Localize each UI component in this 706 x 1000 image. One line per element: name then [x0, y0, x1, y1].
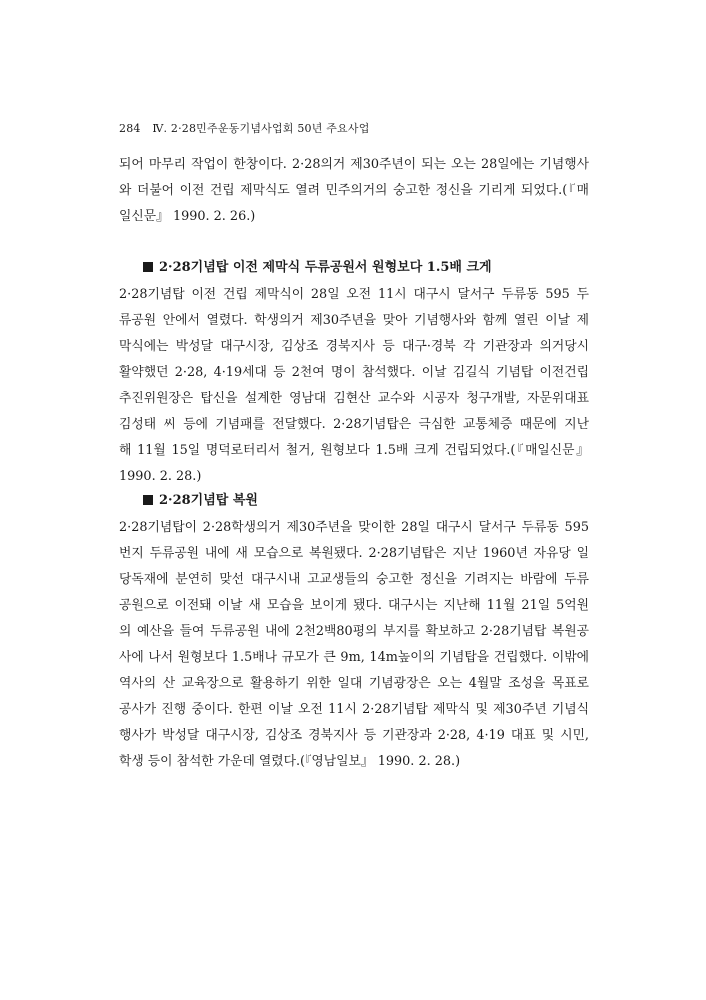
section-title: 2·28기념탑 복원 — [159, 493, 258, 508]
running-title: Ⅳ. 2·28민주운동기념사업회 50년 주요사업 — [152, 122, 370, 135]
body-line: 공사가 진행 중이다. 한편 이날 오전 11시 2·28기념탑 제막식 및 제30주년 기념식 — [119, 702, 589, 717]
body-line: 추진위원장은 탑신을 설계한 영남대 김현산 교수와 시공자 청구개발, 자문위대표 — [119, 391, 589, 406]
body-line: 2·28기념탑 이전 건립 제막식이 28일 오전 11시 대구시 달서구 두류동 595 두 — [119, 287, 589, 302]
body-line: 김성태 씨 등에 기념패를 전달했다. 2·28기념탑은 극심한 교통체증 때문에 지난 — [119, 417, 589, 432]
bullet-square-icon — [143, 262, 153, 272]
intro-line: 일신문』 1990. 2. 26.) — [119, 209, 256, 224]
body-line: 당독재에 분연히 맞선 대구시내 고교생들의 숭고한 정신을 기려지는 바람에 두류 — [119, 572, 589, 587]
running-header — [119, 120, 370, 136]
body-line: 학생 등이 참석한 가운데 열렸다.(『영남일보』 1990. 2. 28.) — [119, 754, 461, 769]
body-line: 번지 두류공원 내에 새 모습으로 복원됐다. 2·28기념탑은 지난 1960년 자유당 일 — [119, 546, 589, 561]
page-number: 284 — [119, 122, 141, 135]
body-line: 막식에는 박성달 대구시장, 김상조 경북지사 등 대구·경북 각 기관장과 의거당시 — [119, 339, 589, 354]
body-line: 행사가 박성달 대구시장, 김상조 경북지사 등 기관장과 2·28, 4·19 대표 및 시민, — [119, 728, 589, 743]
intro-line: 와 더불어 이전 건립 제막식도 열려 민주의거의 숭고한 정신을 기리게 되었다.(『매 — [119, 183, 589, 198]
body-line: 사에 나서 원형보다 1.5배나 규모가 큰 9m, 14m높이의 기념탑을 건립했다. 이밖에 — [119, 650, 589, 665]
intro-line: 되어 마무리 작업이 한창이다. 2·28의거 제30주년이 되는 오는 28일에는 기념행사 — [119, 157, 589, 172]
section-heading — [143, 260, 492, 276]
body-line: 공원으로 이전돼 이날 새 모습을 보이게 됐다. 대구시는 지난해 11월 21일 5억원 — [119, 598, 589, 613]
body-line: 2·28기념탑이 2·28학생의거 제30주년을 맞이한 28일 대구시 달서구 두류동 595 — [119, 520, 589, 535]
body-line: 류공원 안에서 열렸다. 학생의거 제30주년을 맞아 기념행사와 함께 열린 이날 제 — [119, 313, 589, 328]
bullet-square-icon — [143, 495, 153, 505]
body-line: 1990. 2. 28.) — [119, 469, 202, 484]
section-heading — [143, 493, 258, 509]
body-line: 의 예산을 들여 두류공원 내에 2천2백80평의 부지를 확보하고 2·28기념탑 복원공 — [119, 624, 589, 639]
body-line: 역사의 산 교육장으로 활용하기 위한 일대 기념광장은 오는 4월말 조성을 목표로 — [119, 676, 589, 691]
section-title: 2·28기념탑 이전 제막식 두류공원서 원형보다 1.5배 크게 — [159, 260, 492, 275]
body-line: 해 11월 15일 명덕로터리서 철거, 원형보다 1.5배 크게 건립되었다.(『매일신문』 — [119, 443, 589, 458]
body-line: 활약했던 2·28, 4·19세대 등 2천여 명이 참석했다. 이날 김길식 기념탑 이전건립 — [119, 365, 589, 380]
